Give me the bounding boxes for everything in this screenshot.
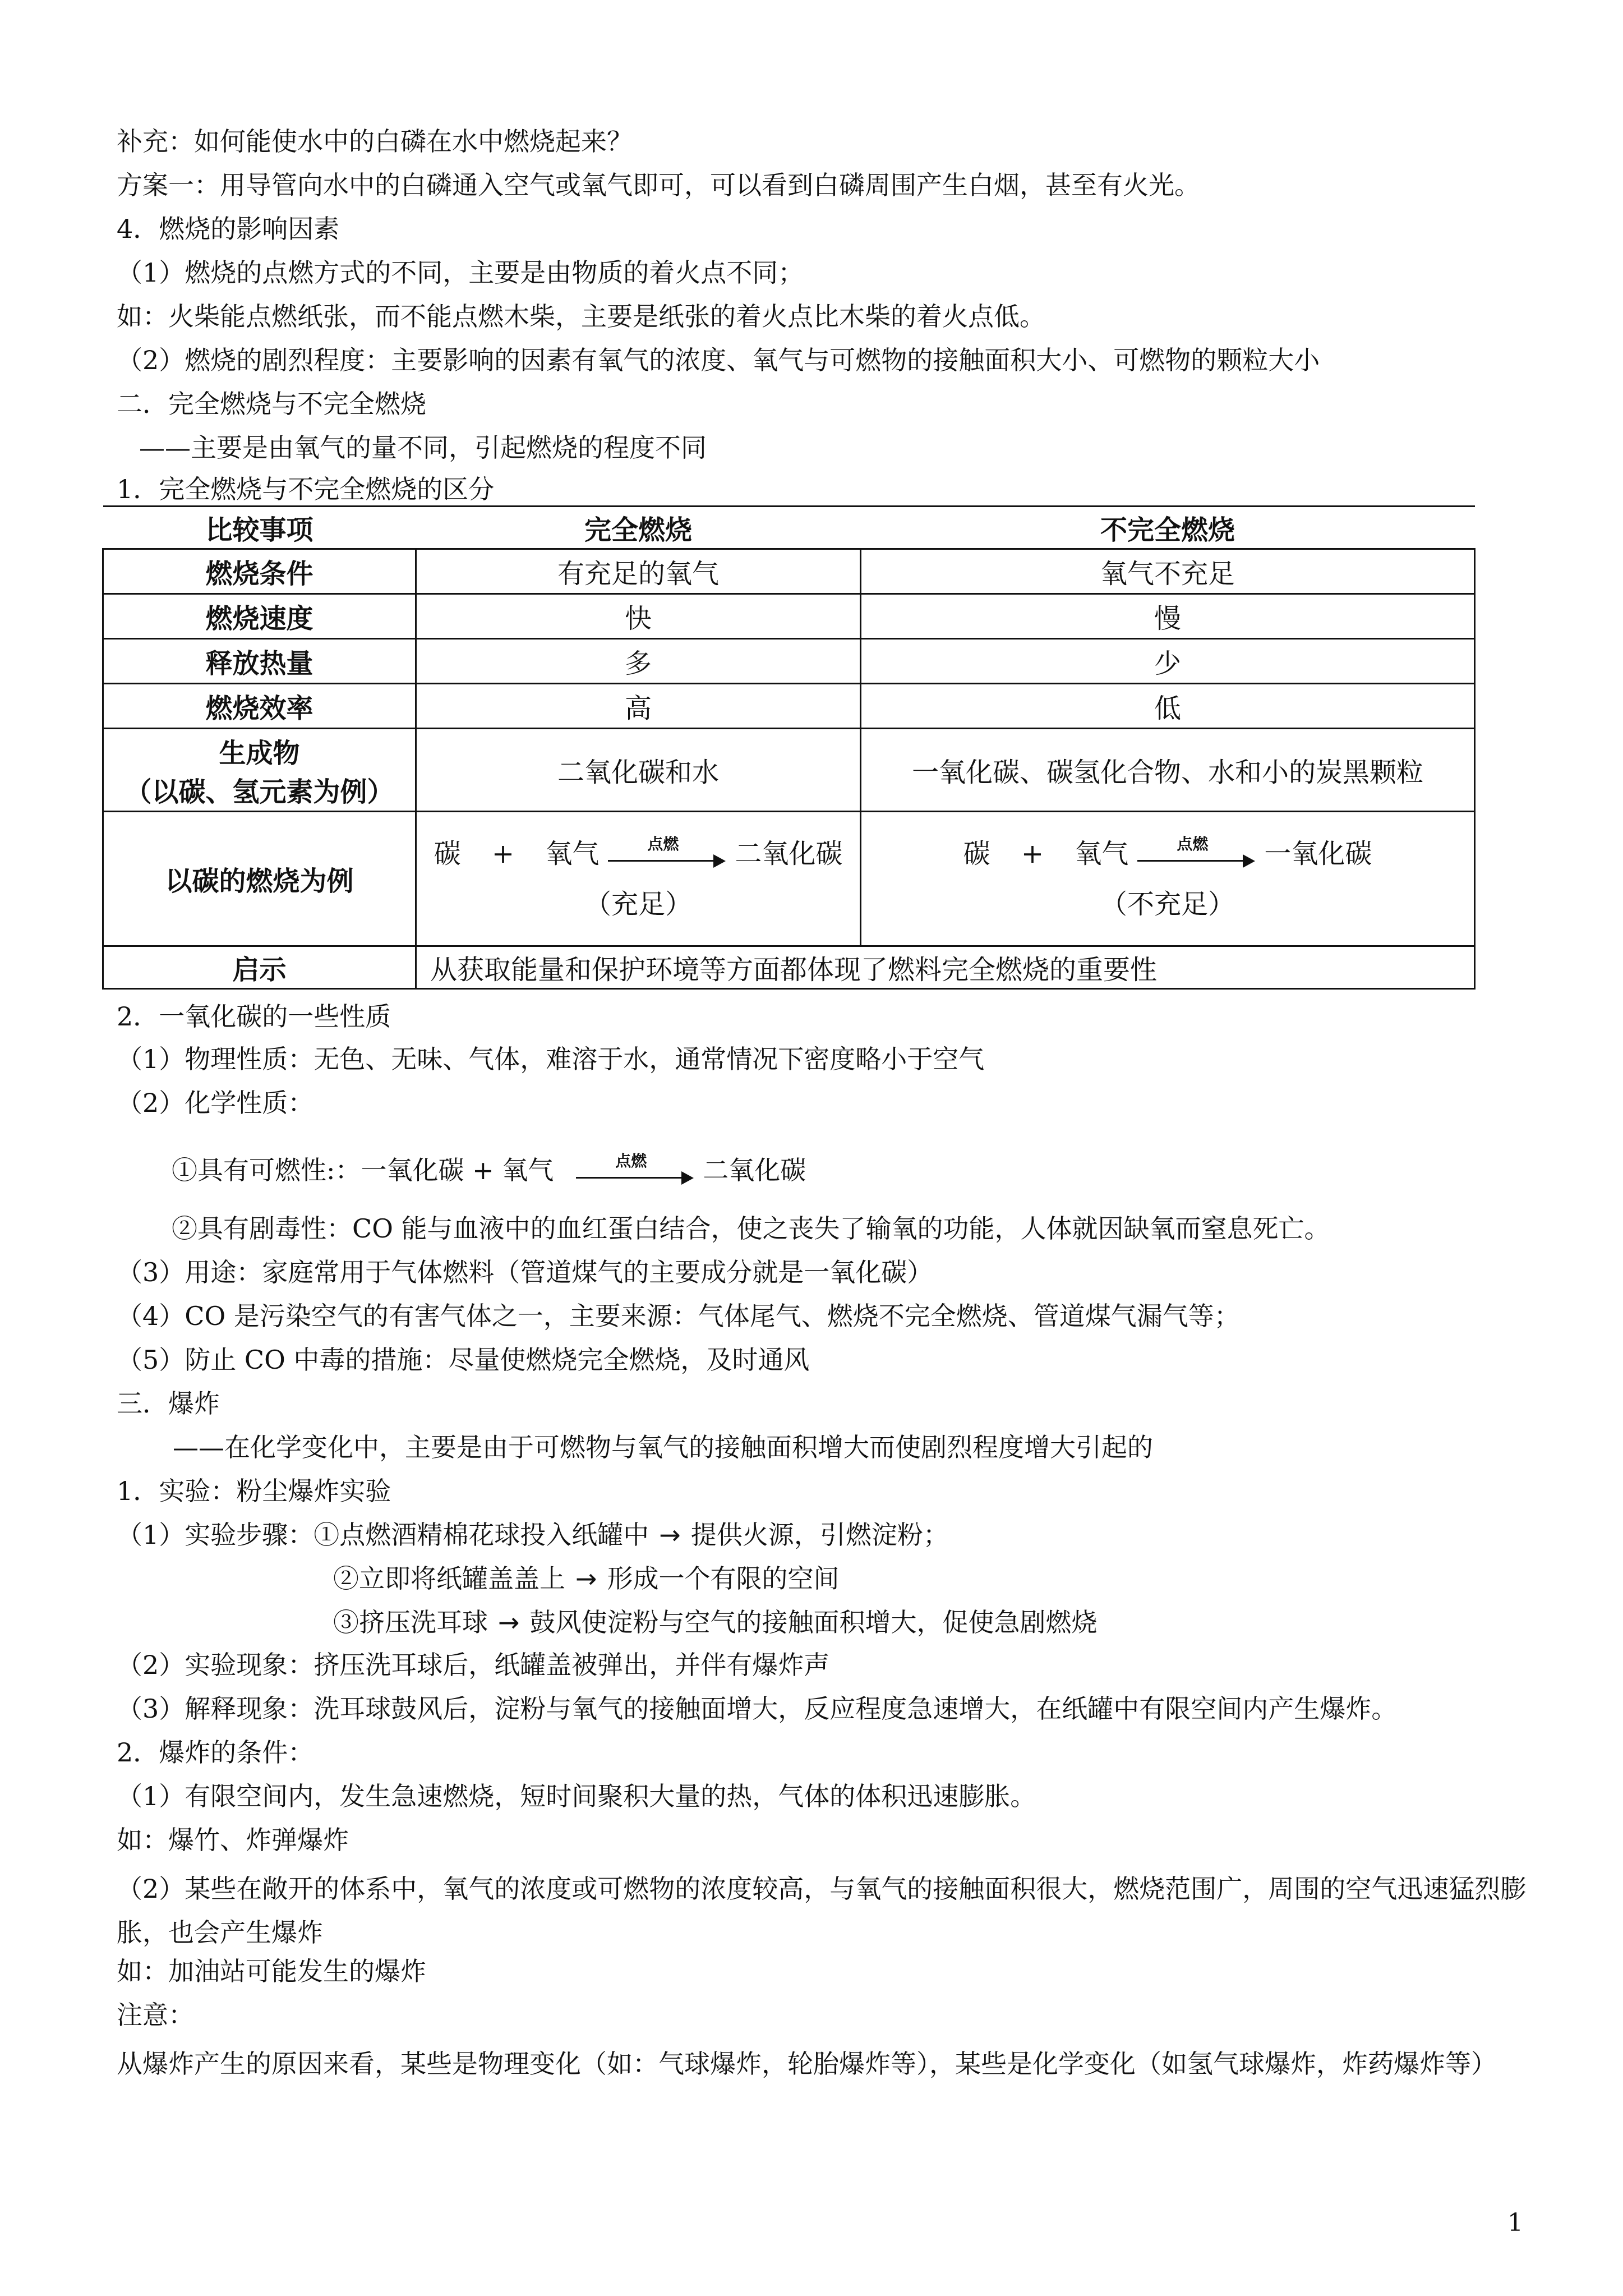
reaction-arrow-icon xyxy=(576,1152,694,1189)
experiment-step-1 xyxy=(117,1518,1530,1552)
condition-1: （1）有限空间内，发生急速燃烧，短时间聚积大量的热，气体的体积迅速膨胀。 xyxy=(117,1781,1036,1811)
reaction-arrow-icon xyxy=(1137,835,1255,872)
table-header-row xyxy=(103,507,1475,549)
header-complete: 完全燃烧 xyxy=(416,507,861,549)
arrow-right-icon: → xyxy=(575,1563,597,1594)
cell-incomplete: 少 xyxy=(861,639,1475,684)
step-2-result: 形成一个有限的空间 xyxy=(607,1563,840,1594)
co-pollution: （4）CO 是污染空气的有害气体之一，主要来源：气体尾气、燃烧不完全燃烧、管道煤气漏气等； xyxy=(117,1301,1240,1331)
section-4-item-1: （1）燃烧的点燃方式的不同，主要是由物质的着火点不同； xyxy=(117,257,804,288)
header-incomplete: 不完全燃烧 xyxy=(861,507,1475,549)
experiment-step-3 xyxy=(333,1605,1623,1639)
co-flam-product: 二氧化碳 xyxy=(703,1155,806,1185)
cell-incomplete-products: 一氧化碳、碳氢化合物、水和小的炭黑颗粒 xyxy=(861,729,1475,812)
step-2-action: ②立即将纸罐盖盖上 xyxy=(333,1563,565,1594)
condition-2-example: 如：加油站可能发生的爆炸 xyxy=(117,1956,426,1986)
row-label-insight: 启示 xyxy=(103,946,416,989)
oxygen-sufficient-note: （充足） xyxy=(584,888,692,920)
co-toxicity: ②具有剧毒性：CO 能与血液中的血红蛋白结合，使之丧失了输氧的功能，人体就因缺氧而窒息死亡。 xyxy=(172,1213,1330,1244)
arrow-right-icon: → xyxy=(659,1520,681,1550)
experiment-steps-label: （1）实验步骤： xyxy=(117,1520,314,1550)
plus-sign: + xyxy=(1021,838,1044,869)
reactant-oxygen: 氧气 xyxy=(1075,838,1129,869)
cell-incomplete: 低 xyxy=(861,684,1475,729)
table-row xyxy=(103,594,1475,639)
part-3-title: 三．爆炸 xyxy=(117,1388,220,1419)
cell-complete: 多 xyxy=(416,639,861,684)
table-row-products xyxy=(103,729,1475,812)
arrow-right-icon: → xyxy=(498,1607,520,1637)
co-flammability xyxy=(172,1153,1585,1189)
table-row-carbon xyxy=(103,812,1475,946)
table-row xyxy=(103,684,1475,729)
section-4-example: 如：火柴能点燃纸张，而不能点燃木柴，主要是纸张的着火点比木柴的着火点低。 xyxy=(117,301,1045,332)
row-label-carbon: 以碳的燃烧为例 xyxy=(103,812,416,946)
co-physical: （1）物理性质：无色、无味、气体，难溶于水，通常情况下密度略小于空气 xyxy=(117,1044,985,1074)
supplement-question: 补充：如何能使水中的白磷在水中燃烧起来？ xyxy=(117,126,633,157)
experiment-phenomenon: （2）实验现象：挤压洗耳球后，纸罐盖被弹出，并伴有爆炸声 xyxy=(117,1650,830,1680)
condition-ignite: 点燃 xyxy=(647,835,679,853)
row-label: 燃烧速度 xyxy=(103,594,416,639)
cell-complete-products: 二氧化碳和水 xyxy=(416,729,861,812)
cell-incomplete: 氧气不充足 xyxy=(861,549,1475,594)
part-2-1-title: 1．完全燃烧与不完全燃烧的区分 xyxy=(117,474,495,504)
cell-insight: 从获取能量和保护环境等方面都体现了燃料完全燃烧的重要性 xyxy=(416,946,1475,989)
table-row xyxy=(103,549,1475,594)
experiment-explanation: （3）解释现象：洗耳球鼓风后，淀粉与氧气的接触面增大，反应程度急速增大，在纸罐中有限空间内产生爆炸。 xyxy=(117,1694,1398,1724)
explosion-conditions-title: 2．爆炸的条件： xyxy=(117,1737,314,1768)
condition-1-example: 如：爆竹、炸弹爆炸 xyxy=(117,1825,349,1855)
cell-complete-reaction xyxy=(416,812,861,946)
header-item: 比较事项 xyxy=(103,507,416,549)
product-co2: 二氧化碳 xyxy=(735,838,843,869)
row-label-products xyxy=(103,729,416,812)
part-2-subtitle: ——主要是由氧气的量不同，引起燃烧的程度不同 xyxy=(139,432,707,463)
co-prevention: （5）防止 CO 中毒的措施：尽量使燃烧完全燃烧，及时通风 xyxy=(117,1345,810,1375)
cell-complete: 高 xyxy=(416,684,861,729)
reaction-arrow-icon xyxy=(608,835,726,872)
co-title: 2．一氧化碳的一些性质 xyxy=(117,1001,391,1032)
condition-ignite: 点燃 xyxy=(615,1152,647,1170)
cell-incomplete-reaction xyxy=(861,812,1475,946)
cell-complete: 快 xyxy=(416,594,861,639)
part-3-subtitle: ——在化学变化中，主要是由于可燃物与氧气的接触面积增大而使剧烈程度增大引起的 xyxy=(173,1432,1153,1462)
step-1-result: 提供火源，引燃淀粉； xyxy=(690,1520,949,1550)
table-row-insight xyxy=(103,946,1475,989)
step-3-result: 鼓风使淀粉与空气的接触面积增大，促使急剧燃烧 xyxy=(529,1607,1098,1637)
reactant-carbon: 碳 xyxy=(963,838,990,869)
plus-sign: + xyxy=(491,838,515,869)
experiment-step-2 xyxy=(333,1562,1623,1595)
condition-ignite: 点燃 xyxy=(1177,835,1209,853)
note-title: 注意： xyxy=(117,2000,194,2030)
table-row xyxy=(103,639,1475,684)
co-chemical: （2）化学性质： xyxy=(117,1088,314,1118)
step-1-action: ①点燃酒精棉花球投入纸罐中 xyxy=(313,1520,649,1550)
note-body: 从爆炸产生的原因来看，某些是物理变化（如：气球爆炸，轮胎爆炸等），某些是化学变化（如氢气球爆炸，炸药爆炸等） xyxy=(117,2049,1497,2079)
row-label: 释放热量 xyxy=(103,639,416,684)
product-co: 一氧化碳 xyxy=(1264,838,1372,869)
cell-incomplete: 慢 xyxy=(861,594,1475,639)
reactant-carbon: 碳 xyxy=(434,838,461,869)
experiment-title: 1．实验：粉尘爆炸实验 xyxy=(117,1476,391,1506)
cell-complete: 有充足的氧气 xyxy=(416,549,861,594)
page-number: 1 xyxy=(1507,2208,1523,2237)
co-use: （3）用途：家庭常用于气体燃料（管道煤气的主要成分就是一氧化碳） xyxy=(117,1257,933,1287)
part-2-title: 二．完全燃烧与不完全燃烧 xyxy=(117,389,426,419)
products-label-line-2: （以碳、氢元素为例） xyxy=(125,776,394,808)
step-3-action: ③挤压洗耳球 xyxy=(333,1607,488,1637)
comparison-table xyxy=(102,505,1476,990)
row-label: 燃烧效率 xyxy=(103,684,416,729)
oxygen-insufficient-note: （不充足） xyxy=(1100,888,1235,920)
section-4-title: 4．燃烧的影响因素 xyxy=(117,214,340,244)
reactant-oxygen: 氧气 xyxy=(545,838,600,869)
row-label: 燃烧条件 xyxy=(103,549,416,594)
condition-2: （2）某些在敞开的体系中，氧气的浓度或可燃物的浓度较高，与氧气的接触面积很大，燃烧范围广，周围的空气迅速猛烈膨胀，也会产生爆炸 xyxy=(117,1874,1527,1948)
section-4-item-2: （2）燃烧的剧烈程度：主要影响的因素有氧气的浓度、氧气与可燃物的接触面积大小、可燃物的颗粒大小 xyxy=(117,345,1320,375)
plan-one: 方案一：用导管向水中的白磷通入空气或氧气即可，可以看到白磷周围产生白烟，甚至有火光。 xyxy=(117,170,1200,200)
reaction-complete xyxy=(423,829,853,879)
products-label-line-1: 生成物 xyxy=(219,737,300,769)
reaction-incomplete xyxy=(868,829,1467,879)
co-flam-label: ①具有可燃性:：一氧化碳 + 氧气 xyxy=(172,1155,554,1185)
